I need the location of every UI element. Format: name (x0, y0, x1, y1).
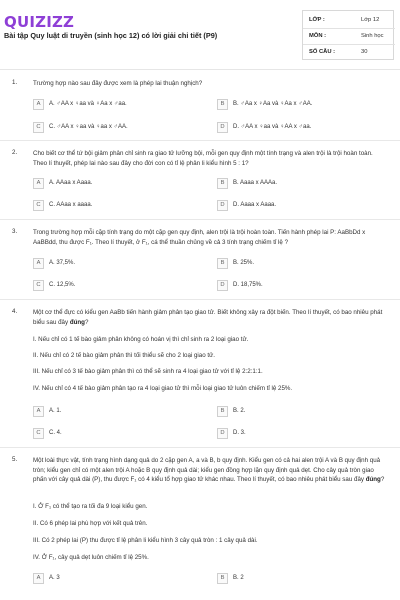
question-text: Cho biết cơ thể tứ bội giảm phân chỉ sinh ra giao tử lưỡng bội, mỗi gen quy định một tính trạng và alen trội là trội hoàn toàn. Theo lí thuyết, phép lai nào sau đây cho đời con có tỉ lệ phân li kiểu hình 5 : 1? (33, 150, 373, 167)
option-letter-box: B (217, 99, 228, 110)
question-divider (0, 299, 400, 300)
option-c[interactable] (33, 428, 205, 439)
option-letter-box: D (217, 428, 228, 439)
question-number: 5. (12, 456, 18, 463)
option-letter-box: D (217, 280, 228, 291)
option-text: A. 37,5%. (49, 260, 76, 266)
option-a[interactable] (33, 406, 205, 417)
option-letter-box: A (33, 573, 44, 584)
question-number: 4. (12, 308, 18, 315)
meta-value: Sinh học (361, 33, 384, 39)
question-text (33, 456, 388, 485)
option-b[interactable] (217, 573, 389, 584)
option-text: D. 3. (233, 430, 246, 436)
option-d[interactable] (217, 200, 389, 211)
option-text: C. AAaa x aaaa. (49, 202, 93, 208)
option-d[interactable] (217, 122, 389, 133)
option-letter-box: C (33, 280, 44, 291)
option-text: B. ♂Aa x ♀Aa và ♀Aa x ♂AA. (233, 101, 313, 107)
statement-3: III. Nếu chỉ có 3 tế bào giảm phân thì có thể sẽ sinh ra 4 loại giao tử với tỉ lệ 2:2:1:1. (33, 368, 263, 375)
option-a[interactable] (33, 99, 205, 110)
option-letter-box: A (33, 406, 44, 417)
meta-row-question-count (303, 44, 395, 61)
question-divider (0, 140, 400, 141)
option-a[interactable] (33, 258, 205, 269)
question-divider (0, 219, 400, 220)
option-text: A. 3 (49, 575, 60, 581)
option-text: C. 12,5%. (49, 282, 76, 288)
meta-label: LỚP : (309, 17, 325, 23)
option-text: C. 4. (49, 430, 62, 436)
question-text-part: Một cơ thể đực có kiểu gen AaBb tiến hành giảm phân tạo giao tử. Biết không xảy ra đột biến. Theo lí thuyết, có bao nhiêu phát biểu sau đây (33, 309, 383, 326)
option-letter-box: B (217, 573, 228, 584)
option-text: B. 25%. (233, 260, 255, 266)
question-text-part: ? (380, 476, 385, 483)
option-letter-box: B (217, 178, 228, 189)
question-text: Trường hợp nào sau đây được xem là phép lai thuận nghịch? (33, 80, 203, 87)
option-b[interactable] (217, 258, 389, 269)
statement-3: III. Có 2 phép lai (P) thu được tỉ lệ phân li kiểu hình 3 cây quả tròn : 1 cây quả dài. (33, 537, 258, 544)
option-c[interactable] (33, 280, 205, 291)
header-divider (0, 69, 400, 70)
option-d[interactable] (217, 428, 389, 439)
option-a[interactable] (33, 178, 205, 189)
meta-label: MÔN : (309, 33, 327, 39)
meta-label: SỐ CÂU : (309, 49, 336, 55)
statement-2: II. Có 6 phép lai phù hợp với kết quả trên. (33, 520, 148, 527)
option-d[interactable] (217, 280, 389, 291)
question-text: Trong trường hợp mỗi cặp tính trạng do một cặp gen quy định, alen trội là trội hoàn toàn. Tiến hành phép lai P: AaBbDd x AaBBdd, thu được F₁. Theo lí thuyết, ở F₁, cá thể thuần chủng về cả 3 tính trạng chiếm tỉ lệ ? (33, 229, 366, 246)
meta-row-subject (303, 28, 395, 45)
question-divider (0, 447, 400, 448)
meta-value: Lớp 12 (361, 17, 380, 23)
option-b[interactable] (217, 406, 389, 417)
statement-4: IV. Ở F₁, cây quả dẹt luôn chiếm tỉ lệ 25%. (33, 554, 149, 561)
option-c[interactable] (33, 200, 205, 211)
option-letter-box: B (217, 258, 228, 269)
option-text: C. ♂AA x ♀aa và ♀aa x ♂AA. (49, 124, 128, 130)
option-b[interactable] (217, 178, 389, 189)
meta-value: 30 (361, 49, 368, 55)
statement-2: II. Nếu chỉ có 2 tế bào giảm phân thì tối thiểu sẽ cho 2 loại giao tử. (33, 352, 215, 359)
option-letter-box: D (217, 200, 228, 211)
option-text: A. ♂AA x ♀aa và ♀Aa x ♂aa. (49, 101, 127, 107)
option-text: B. 2. (233, 408, 246, 414)
option-text: D. Aaaa x Aaaa. (233, 202, 277, 208)
option-c[interactable] (33, 122, 205, 133)
question-text-part: ? (84, 318, 89, 326)
option-letter-box: C (33, 200, 44, 211)
option-text: B. 2 (233, 575, 244, 581)
option-letter-box: A (33, 99, 44, 110)
option-text: A. 1. (49, 408, 62, 414)
option-letter-box: C (33, 428, 44, 439)
meta-info-box (302, 10, 394, 60)
document-header (0, 0, 400, 70)
question-emphasis: đúng (365, 476, 381, 483)
option-letter-box: A (33, 258, 44, 269)
option-letter-box: D (217, 122, 228, 133)
option-a[interactable] (33, 573, 205, 584)
meta-row-grade (303, 12, 395, 29)
question-number: 2. (12, 149, 18, 156)
statement-1: I. Nếu chỉ có 1 tế bào giảm phân không có hoán vị thì chỉ sinh ra 2 loại giao tử. (33, 336, 249, 343)
question-emphasis: đúng (69, 318, 85, 326)
question-text (33, 308, 388, 327)
option-text: B. Aaaa x AAAa. (233, 180, 278, 186)
quizizz-logo: QUIZIZZ (4, 13, 75, 31)
question-text-part: Một loài thực vật, tính trạng hình dạng quả do 2 cặp gen A, a và B, b quy định. Kiểu gen có cả hai alen trội A và B quy định quả tròn; kiểu gen chỉ có một alen trội A hoặc B quy định quả dài; kiểu gen đồng hợp lặn quy định quả dẹt. Cho cây quả tròn giao phấn với cây quả dài (P), thu được F₁ có 4 kiểu tổ hợp giao tử khác nhau. Theo lí thuyết, có bao nhiêu phát biểu sau đây (33, 457, 381, 483)
option-letter-box: C (33, 122, 44, 133)
statement-1: I. Ở F₁ có thể tạo ra tối đa 9 loại kiểu gen. (33, 503, 148, 510)
option-text: D. 18,75%. (233, 282, 263, 288)
option-b[interactable] (217, 99, 389, 110)
document-title: Bài tập Quy luật di truyền (sinh học 12) có lời giải chi tiết (P9) (4, 31, 218, 40)
option-text: D. ♂AA x ♀aa và ♀AA x ♂aa. (233, 124, 312, 130)
option-text: A. AAaa x Aaaa. (49, 180, 93, 186)
option-letter-box: B (217, 406, 228, 417)
question-number: 3. (12, 228, 18, 235)
statement-4: IV. Nếu chỉ có 4 tế bào giảm phân tạo ra 4 loại giao tử thì mỗi loại giao tử luôn chiếm tỉ lệ 25%. (33, 385, 293, 392)
option-letter-box: A (33, 178, 44, 189)
question-number: 1. (12, 79, 18, 86)
